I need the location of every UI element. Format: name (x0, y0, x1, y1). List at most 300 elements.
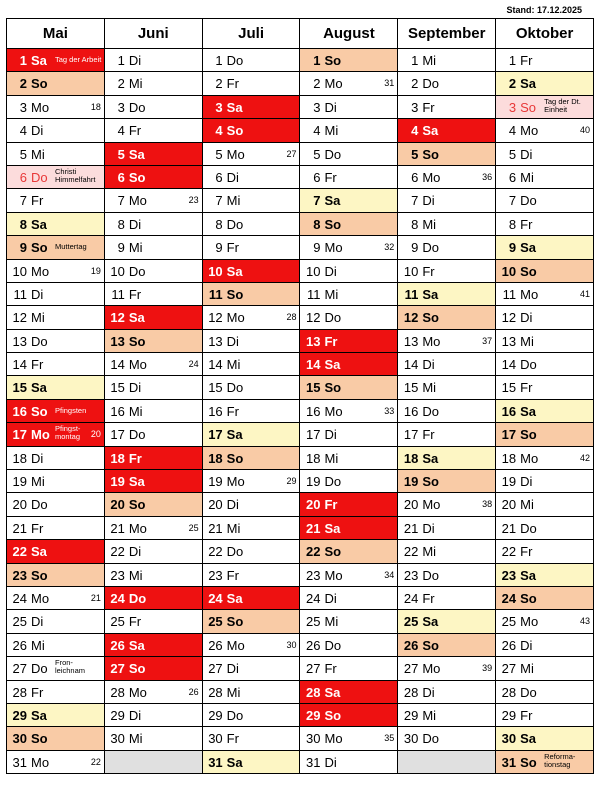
day-cell (104, 212, 202, 235)
day-number: 26 (501, 637, 517, 653)
day-number: 10 (403, 263, 419, 279)
weekday: Do (520, 684, 537, 700)
table-row (7, 142, 594, 165)
day-cell (398, 119, 496, 142)
month-header-0: Mai (7, 19, 105, 49)
week-number: 25 (188, 522, 199, 533)
day-cell (104, 493, 202, 516)
weekday: Fr (422, 99, 435, 115)
day-cell (7, 259, 105, 282)
day-cell (7, 727, 105, 750)
day-number: 9 (19, 240, 27, 256)
weekday: Fr (520, 53, 533, 68)
weekday: Fr (226, 567, 239, 583)
day-number: 4 (19, 123, 27, 139)
day-number: 5 (117, 146, 125, 162)
day-number: 6 (411, 169, 419, 185)
day-cell (300, 282, 398, 305)
weekday: Mo (422, 169, 441, 185)
day-cell (202, 680, 300, 703)
day-cell (104, 376, 202, 399)
weekday: Fr (520, 707, 533, 723)
week-number: 21 (90, 592, 101, 603)
day-number: 14 (208, 357, 223, 373)
weekday: So (31, 567, 48, 583)
table-row (7, 750, 594, 773)
day-number: 26 (110, 637, 125, 653)
day-number: 30 (208, 731, 223, 747)
day-number: 13 (208, 333, 223, 349)
weekday: Do (422, 403, 439, 419)
day-number: 6 (508, 169, 517, 185)
day-cell (202, 236, 300, 259)
day-number: 25 (110, 614, 125, 630)
day-number: 11 (502, 286, 517, 302)
day-cell (202, 282, 300, 305)
holiday-label: Tag der Dt. Einheit (544, 96, 581, 114)
day-cell (398, 329, 496, 352)
day-number: 14 (501, 357, 517, 373)
day-cell (496, 165, 594, 188)
day-number: 21 (501, 520, 517, 536)
weekday: Fr (128, 614, 142, 630)
weekday: Do (324, 146, 342, 162)
weekday: Sa (226, 590, 243, 606)
day-cell (300, 376, 398, 399)
day-cell (104, 399, 202, 422)
weekday: Di (422, 684, 435, 700)
weekday: Mi (128, 240, 143, 256)
day-number: 19 (306, 474, 321, 490)
weekday: So (324, 53, 342, 68)
day-cell (7, 750, 105, 773)
day-number: 29 (12, 707, 27, 723)
empty-cell (398, 750, 496, 773)
day-cell (104, 236, 202, 259)
weekday: Mi (422, 380, 437, 396)
weekday: So (324, 380, 342, 396)
day-cell (398, 72, 496, 95)
day-cell (202, 306, 300, 329)
week-number: 24 (188, 359, 199, 370)
day-cell (300, 446, 398, 469)
day-number: 17 (12, 427, 27, 443)
day-number: 31 (208, 754, 223, 770)
day-cell (398, 633, 496, 656)
table-row (7, 563, 594, 586)
day-number: 3 (117, 99, 125, 115)
empty-cell (104, 750, 202, 773)
weekday: Sa (520, 76, 537, 92)
day-cell (7, 680, 105, 703)
weekday: So (226, 286, 244, 302)
day-cell (7, 236, 105, 259)
weekday: Di (128, 380, 142, 396)
weekday: So (128, 661, 146, 677)
day-cell (104, 119, 202, 142)
weekday: Mo (324, 403, 343, 419)
day-cell (104, 610, 202, 633)
week-number: 41 (579, 288, 590, 299)
table-row (7, 353, 594, 376)
weekday: So (128, 169, 146, 185)
day-number: 15 (110, 380, 125, 396)
day-cell (300, 657, 398, 680)
weekday: Do (128, 99, 146, 115)
day-cell (398, 189, 496, 212)
day-number: 12 (12, 310, 27, 326)
weekday: Do (422, 731, 439, 747)
day-number: 15 (403, 380, 419, 396)
day-number: 17 (110, 427, 125, 443)
week-number: 22 (90, 756, 101, 767)
weekday: Fr (226, 731, 239, 747)
month-header-3: August (300, 19, 398, 49)
day-cell (300, 399, 398, 422)
week-number: 29 (286, 476, 297, 487)
day-cell (104, 703, 202, 726)
day-cell (398, 446, 496, 469)
weekday: Mo (128, 684, 147, 700)
day-number: 1 (19, 53, 27, 68)
day-number: 8 (313, 216, 321, 232)
weekday: Fr (422, 427, 435, 443)
day-cell (398, 282, 496, 305)
day-cell (7, 119, 105, 142)
day-number: 8 (411, 216, 419, 232)
day-cell (300, 259, 398, 282)
day-number: 24 (501, 590, 517, 606)
week-number: 23 (188, 195, 199, 206)
day-number: 22 (208, 544, 223, 560)
weekday: Mi (422, 544, 437, 560)
day-cell (496, 633, 594, 656)
day-number: 9 (508, 240, 517, 256)
day-number: 21 (306, 520, 321, 536)
day-cell (300, 95, 398, 118)
week-number: 30 (286, 639, 297, 650)
day-number: 23 (501, 567, 517, 583)
week-number: 20 (90, 429, 101, 440)
day-cell (398, 540, 496, 563)
day-cell (398, 353, 496, 376)
day-cell (7, 329, 105, 352)
day-cell (202, 189, 300, 212)
day-cell (496, 399, 594, 422)
day-number: 16 (208, 403, 223, 419)
weekday: Sa (520, 731, 537, 747)
weekday: So (422, 474, 439, 490)
day-number: 5 (508, 146, 517, 162)
weekday: Di (324, 590, 337, 606)
weekday: Sa (324, 357, 341, 373)
table-row (7, 727, 594, 750)
weekday: So (31, 76, 48, 92)
day-number: 14 (110, 357, 125, 373)
weekday: So (128, 333, 146, 349)
week-number: 27 (286, 148, 297, 159)
day-number: 8 (19, 216, 27, 232)
day-cell (104, 633, 202, 656)
weekday: Di (422, 357, 435, 373)
weekday: Do (520, 193, 537, 209)
day-cell (104, 727, 202, 750)
day-cell (398, 516, 496, 539)
day-cell (300, 329, 398, 352)
day-number: 20 (208, 497, 223, 513)
table-row (7, 610, 594, 633)
day-number: 11 (306, 286, 321, 302)
weekday: Fr (128, 286, 142, 302)
weekday: Fr (226, 403, 239, 419)
day-cell (202, 633, 300, 656)
day-number: 23 (208, 567, 223, 583)
day-number: 14 (403, 357, 419, 373)
holiday-label: Pfingsten (55, 405, 87, 415)
day-cell (398, 727, 496, 750)
weekday: Di (520, 474, 533, 490)
day-number: 28 (501, 684, 517, 700)
weekday: Sa (128, 310, 145, 326)
holiday-label: Tag der Arbeit (55, 55, 102, 64)
day-number: 31 (501, 754, 517, 770)
day-number: 2 (313, 76, 321, 92)
day-cell (202, 399, 300, 422)
day-number: 27 (306, 661, 321, 677)
weekday: Sa (31, 53, 47, 68)
table-row (7, 376, 594, 399)
day-number: 23 (110, 567, 125, 583)
week-number: 37 (482, 335, 493, 346)
table-row (7, 95, 594, 118)
day-cell (398, 423, 496, 446)
table-row (7, 72, 594, 95)
weekday: Fr (324, 333, 338, 349)
day-number: 10 (110, 263, 125, 279)
day-cell (104, 586, 202, 609)
week-number: 36 (482, 171, 493, 182)
day-number: 18 (501, 450, 517, 466)
weekday: Do (226, 216, 244, 232)
day-number: 16 (12, 403, 27, 419)
day-cell (300, 72, 398, 95)
weekday: Mo (324, 240, 343, 256)
day-cell (496, 680, 594, 703)
weekday: Sa (324, 520, 341, 536)
holiday-label: Reforma- tionstag (544, 751, 576, 769)
day-cell (496, 353, 594, 376)
weekday: Sa (226, 263, 243, 279)
weekday: Sa (324, 193, 341, 209)
weekday: Do (31, 333, 48, 349)
table-row (7, 493, 594, 516)
day-cell (104, 470, 202, 493)
day-number: 7 (19, 193, 27, 209)
weekday: Do (422, 240, 439, 256)
table-row (7, 633, 594, 656)
day-cell (7, 282, 105, 305)
day-cell (300, 306, 398, 329)
day-cell (7, 423, 105, 446)
weekday: Di (422, 193, 435, 209)
day-number: 18 (403, 450, 419, 466)
week-number: 43 (579, 616, 590, 627)
day-cell (202, 72, 300, 95)
day-cell (496, 470, 594, 493)
weekday: Mo (226, 146, 245, 162)
day-number: 25 (501, 614, 517, 630)
day-cell (496, 95, 594, 118)
day-number: 25 (306, 614, 321, 630)
day-number: 1 (313, 53, 321, 68)
table-row (7, 49, 594, 72)
day-cell (104, 446, 202, 469)
day-number: 21 (403, 520, 419, 536)
weekday: Di (520, 146, 533, 162)
weekday: Mo (31, 99, 50, 115)
day-cell (300, 470, 398, 493)
weekday: Mo (324, 567, 343, 583)
day-number: 6 (19, 169, 27, 185)
weekday: Mi (226, 193, 241, 209)
weekday: Sa (226, 99, 243, 115)
weekday: Mo (226, 474, 245, 490)
holiday-label: Christi Himmelfahrt (55, 166, 96, 184)
day-number: 4 (508, 123, 517, 139)
weekday: Di (128, 707, 142, 723)
weekday: Do (31, 169, 48, 185)
day-number: 4 (117, 123, 125, 139)
month-header-2: Juli (202, 19, 300, 49)
weekday: So (226, 614, 244, 630)
day-number: 23 (306, 567, 321, 583)
week-number: 39 (482, 663, 493, 674)
day-cell (496, 446, 594, 469)
day-number: 24 (12, 590, 27, 606)
day-cell (202, 750, 300, 773)
table-row (7, 446, 594, 469)
day-number: 22 (501, 544, 517, 560)
day-number: 12 (110, 310, 125, 326)
week-number: 40 (579, 125, 590, 136)
day-number: 1 (411, 53, 419, 68)
weekday: Mi (31, 637, 45, 653)
day-cell (300, 703, 398, 726)
day-cell (300, 49, 398, 72)
day-cell (300, 353, 398, 376)
table-row (7, 540, 594, 563)
day-cell (300, 680, 398, 703)
weekday: Mo (422, 661, 441, 677)
weekday: Do (128, 263, 146, 279)
weekday: Mo (31, 263, 50, 279)
week-number: 38 (482, 499, 493, 510)
day-cell (300, 727, 398, 750)
day-number: 20 (306, 497, 321, 513)
day-number: 30 (306, 731, 321, 747)
weekday: Di (226, 333, 239, 349)
day-number: 11 (13, 286, 27, 302)
table-row (7, 399, 594, 422)
weekday: So (226, 123, 244, 139)
table-row (7, 516, 594, 539)
day-cell (300, 423, 398, 446)
day-cell (7, 657, 105, 680)
day-number: 29 (208, 707, 223, 723)
day-number: 30 (110, 731, 125, 747)
weekday: So (324, 216, 342, 232)
day-cell (300, 563, 398, 586)
weekday: Di (324, 99, 337, 115)
weekday: Mo (226, 310, 245, 326)
day-cell (104, 353, 202, 376)
day-cell (398, 703, 496, 726)
weekday: Sa (520, 240, 537, 256)
weekday: Do (520, 357, 537, 373)
weekday: So (520, 427, 537, 443)
day-number: 7 (117, 193, 125, 209)
day-number: 2 (215, 76, 223, 92)
weekday: So (31, 240, 48, 256)
day-number: 2 (411, 76, 419, 92)
weekday: So (422, 146, 439, 162)
weekday: Di (31, 614, 44, 630)
weekday: Do (324, 637, 342, 653)
day-cell (7, 376, 105, 399)
day-cell (300, 493, 398, 516)
day-cell (202, 423, 300, 446)
day-cell (104, 329, 202, 352)
day-number: 5 (313, 146, 321, 162)
day-number: 14 (12, 357, 27, 373)
day-number: 24 (403, 590, 419, 606)
day-number: 28 (306, 684, 321, 700)
day-cell (496, 329, 594, 352)
week-number: 32 (384, 242, 395, 253)
calendar-table (6, 18, 594, 774)
day-cell (7, 142, 105, 165)
day-number: 29 (306, 707, 321, 723)
day-number: 18 (306, 450, 321, 466)
weekday: Di (324, 427, 337, 443)
day-cell (202, 329, 300, 352)
day-cell (7, 399, 105, 422)
day-number: 7 (411, 193, 419, 209)
weekday: Mi (422, 53, 437, 68)
day-number: 15 (306, 380, 321, 396)
weekday: Di (31, 450, 44, 466)
week-number: 31 (384, 78, 395, 89)
day-cell (104, 516, 202, 539)
day-cell (202, 516, 300, 539)
day-number: 26 (306, 637, 321, 653)
weekday: So (422, 637, 439, 653)
day-cell (496, 540, 594, 563)
day-number: 17 (306, 427, 321, 443)
table-row (7, 259, 594, 282)
weekday: Mi (324, 123, 339, 139)
day-cell (104, 259, 202, 282)
day-number: 20 (12, 497, 27, 513)
day-cell (202, 610, 300, 633)
day-cell (496, 189, 594, 212)
holiday-label: Muttertag (55, 242, 87, 252)
day-cell (496, 516, 594, 539)
weekday: Mi (31, 146, 45, 162)
weekday: Di (31, 123, 44, 139)
day-cell (202, 446, 300, 469)
day-number: 19 (208, 474, 223, 490)
